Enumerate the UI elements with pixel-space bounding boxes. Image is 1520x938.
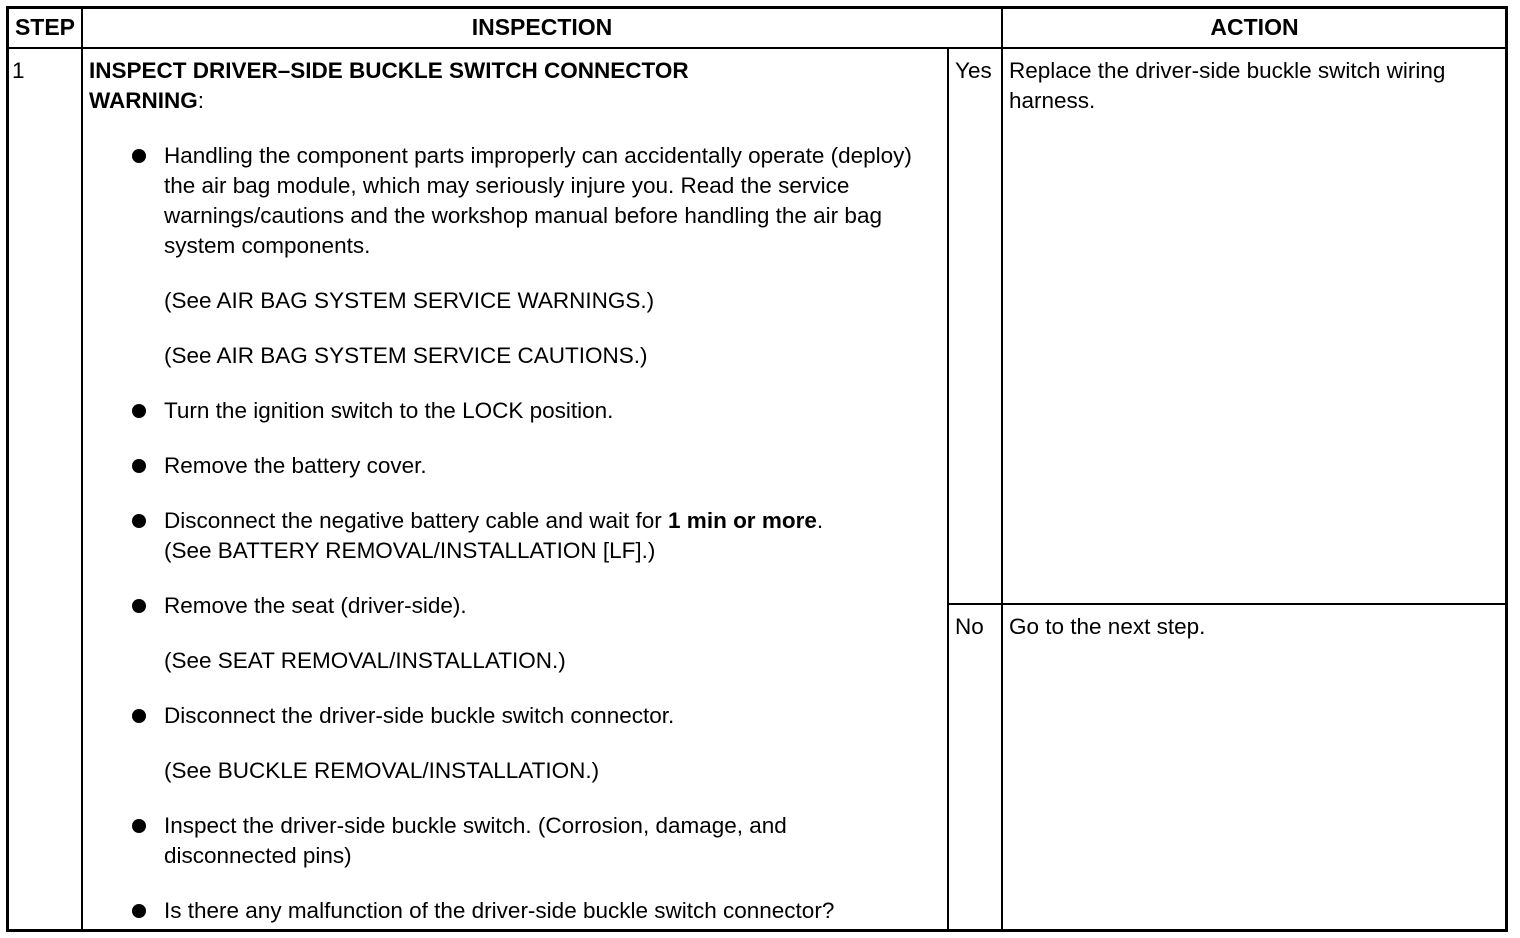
bullet-icon [132,599,146,613]
bullet-text: Handling the component parts improperly can accidentally operate (deploy) the air bag module, which may seriously injure you. Read the service warnings/cautions and the workshop manual before handling the air bag system components. [164,143,912,258]
no-action: Go to the next step. [1009,614,1206,639]
bullet-text-line2: (See BATTERY REMOVAL/INSTALLATION [LF].) [164,538,656,563]
header-action: ACTION [1210,14,1299,40]
bullet-icon [132,459,146,473]
divider-yesno [947,48,949,932]
header-step: STEP [14,14,76,40]
bullet-icon [132,709,146,723]
step-number: 1 [12,58,25,83]
bullet-text: Turn the ignition switch to the LOCK position. [164,398,614,423]
yes-action: Replace the driver-side buckle switch wiring harness. [1009,58,1446,113]
title-warning-suffix: : [197,88,205,113]
bullet-text-bold: 1 min or more [668,508,817,533]
bullet-text-after: . [816,508,824,533]
bullet-text: Inspect the driver-side buckle switch. (Corrosion, damage, and disconnected pins) [164,813,787,868]
bullet-text [164,506,924,566]
bullet-icon [132,404,146,418]
ref-buckle: (See BUCKLE REMOVAL/INSTALLATION.) [164,758,600,783]
divider-action [1001,6,1003,932]
yes-label: Yes [955,58,992,83]
bullet-text-before: Disconnect the negative battery cable and wait for [164,508,669,533]
ref-cautions: (See AIR BAG SYSTEM SERVICE CAUTIONS.) [164,343,648,368]
divider-yes-no [947,603,1508,605]
ref-seat: (See SEAT REMOVAL/INSTALLATION.) [164,648,566,673]
divider-header [6,47,1508,49]
bullet-icon [132,149,146,163]
bullet-text: Is there any malfunction of the driver-side buckle switch connector? [164,898,835,923]
bullet-icon [132,904,146,918]
bullet-text: Disconnect the driver-side buckle switch connector. [164,703,675,728]
bullet-icon [132,819,146,833]
bullet-text: Remove the seat (driver-side). [164,593,467,618]
bullet-icon [132,514,146,528]
header-inspection: INSPECTION [471,14,613,40]
divider-step [81,6,83,932]
title-line1: INSPECT DRIVER–SIDE BUCKLE SWITCH CONNECTOR [89,58,689,83]
bullet-text: Remove the battery cover. [164,453,427,478]
title-warning: WARNING [89,88,198,113]
inspection-title [89,56,929,116]
ref-warnings: (See AIR BAG SYSTEM SERVICE WARNINGS.) [164,288,655,313]
no-label: No [955,614,984,639]
